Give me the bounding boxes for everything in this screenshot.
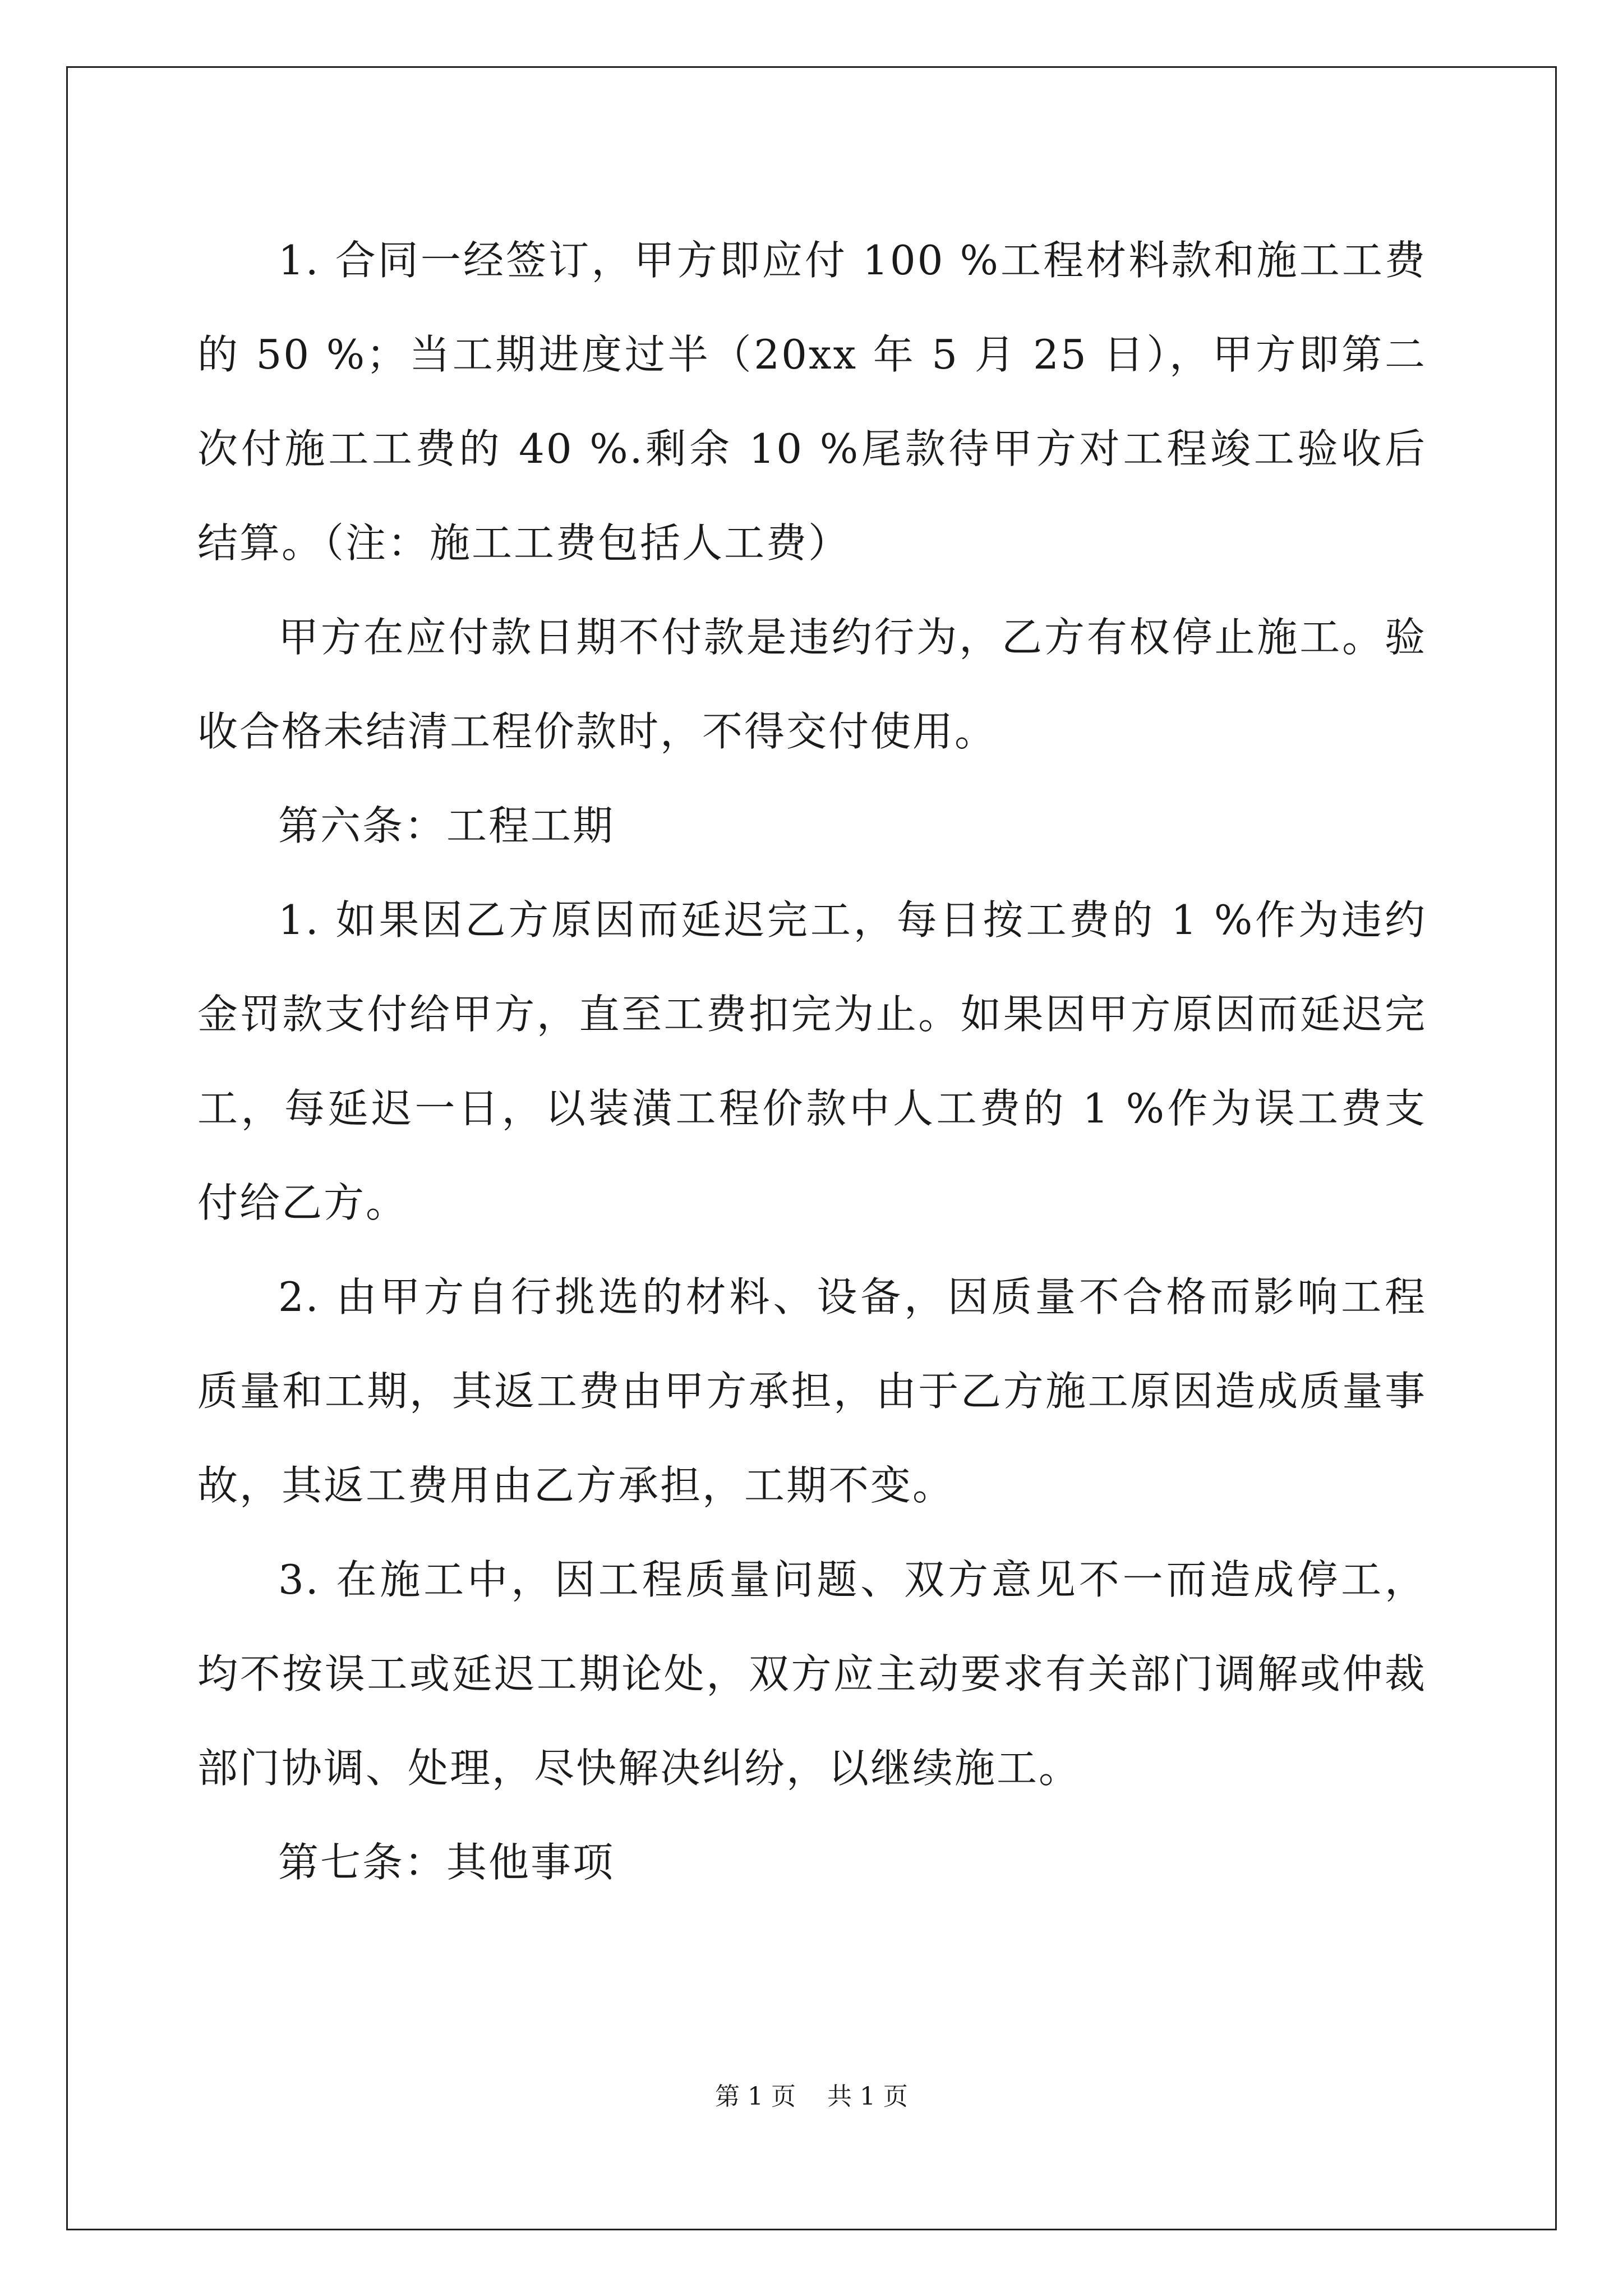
page-number-footer: 第 1 页 共 1 页 [715,2082,908,2111]
paragraph-material-quality: 2. 由甲方自行挑选的材料、设备，因质量不合格而影响工程质量和工期，其返工费由甲方承担，由于乙方施工原因造成质量事故，其返工费用由乙方承担，工期不变。 [197,1273,1427,1509]
paragraph-payment-terms: 1. 合同一经签订，甲方即应付 100 %工程材料款和施工工费的 50 %；当工期进度过半（20xx 年 5 月 25 日），甲方即第二次付施工工费的 40 %.剩余 10 %尾款待甲方对工程竣工验收后结算。（注：施工工费包括人工费） [197,237,1427,567]
section-heading-article-6: 第六条：工程工期 [278,802,615,849]
paragraph-late-payment: 甲方在应付款日期不付款是违约行为，乙方有权停止施工。验收合格未结清工程价款时，不得交付使用。 [197,614,1427,755]
paragraph-delay-penalty: 1. 如果因乙方原因而延迟完工，每日按工费的 1 %作为违约金罚款支付给甲方，直至工费扣完为止。如果因甲方原因而延迟完工，每延迟一日，以装潢工程价款中人工费的 1 %作为误工费支付给乙方。 [197,896,1427,1226]
paragraph-dispute-resolution: 3. 在施工中，因工程质量问题、双方意见不一而造成停工，均不按误工或延迟工期论处，双方应主动要求有关部门调解或仲裁部门协调、处理，尽快解决纠纷，以继续施工。 [197,1556,1427,1792]
section-heading-article-7: 第七条：其他事项 [278,1839,615,1886]
document-body [197,213,1427,1910]
